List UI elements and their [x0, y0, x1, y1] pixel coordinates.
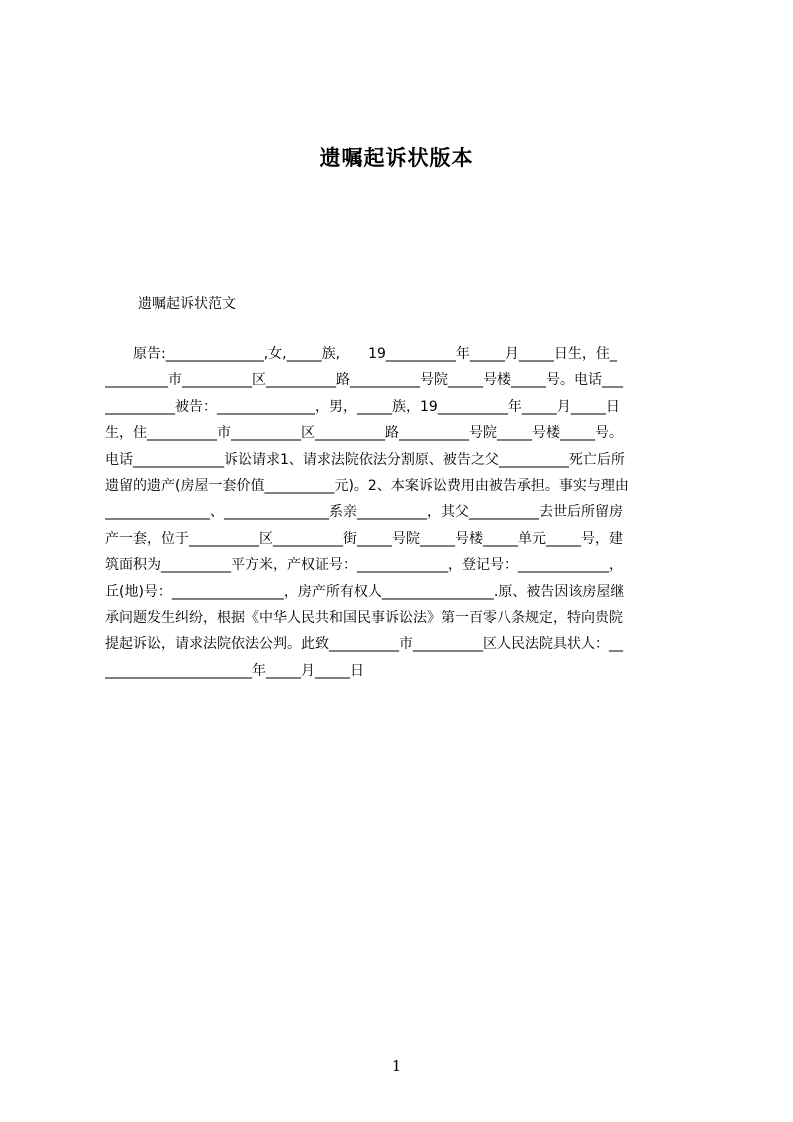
- document-subtitle: 遗嘱起诉状范文: [138, 296, 236, 312]
- body-line: _________市__________区__________路__________号院_____号楼_____号。电话___: [105, 372, 623, 389]
- body-line: 承问题发生纠纷，根据《中华人民共和国民事诉讼法》第一百零八条规定，特向贵院: [105, 609, 623, 626]
- body-line: 丘(地)号：________________，房产所有权人________________.原、被告因该房屋继: [105, 583, 625, 600]
- body-line: 原告:______________,女,_____族, 19__________年_____月_____日生，住_: [105, 346, 617, 362]
- page-number: 1: [391, 1057, 402, 1075]
- body-line: 电话_____________诉讼请求1、请求法院依法分割原、被告之父__________死亡后所: [105, 451, 625, 468]
- body-line: _____________________年_____月_____日: [105, 662, 364, 679]
- complaint-body: [105, 341, 697, 684]
- body-line: 遗留的遗产(房屋一套价值__________元)。2、本案诉讼费用由被告承担。事实与理由: [105, 477, 629, 494]
- document-title: 遗嘱起诉状版本: [319, 146, 474, 170]
- body-line: 筑面积为__________平方米，产权证号：_____________，登记号：_____________，: [105, 557, 623, 574]
- body-line: _______________、_______________系亲__________，其父__________去世后所留房: [105, 504, 623, 521]
- body-line: 产一套，位于__________区__________街_____号院_____号楼_____单元_____号，建: [105, 530, 623, 547]
- body-line: 生，住__________市__________区__________路__________号院_____号楼_____号。: [105, 425, 623, 442]
- body-line: __________被告：______________，男，_____族，19__________年_____月_____日: [105, 398, 620, 415]
- body-line: 提起诉讼，请求法院依法公判。此致__________市__________区人民法院具状人：__: [105, 636, 623, 653]
